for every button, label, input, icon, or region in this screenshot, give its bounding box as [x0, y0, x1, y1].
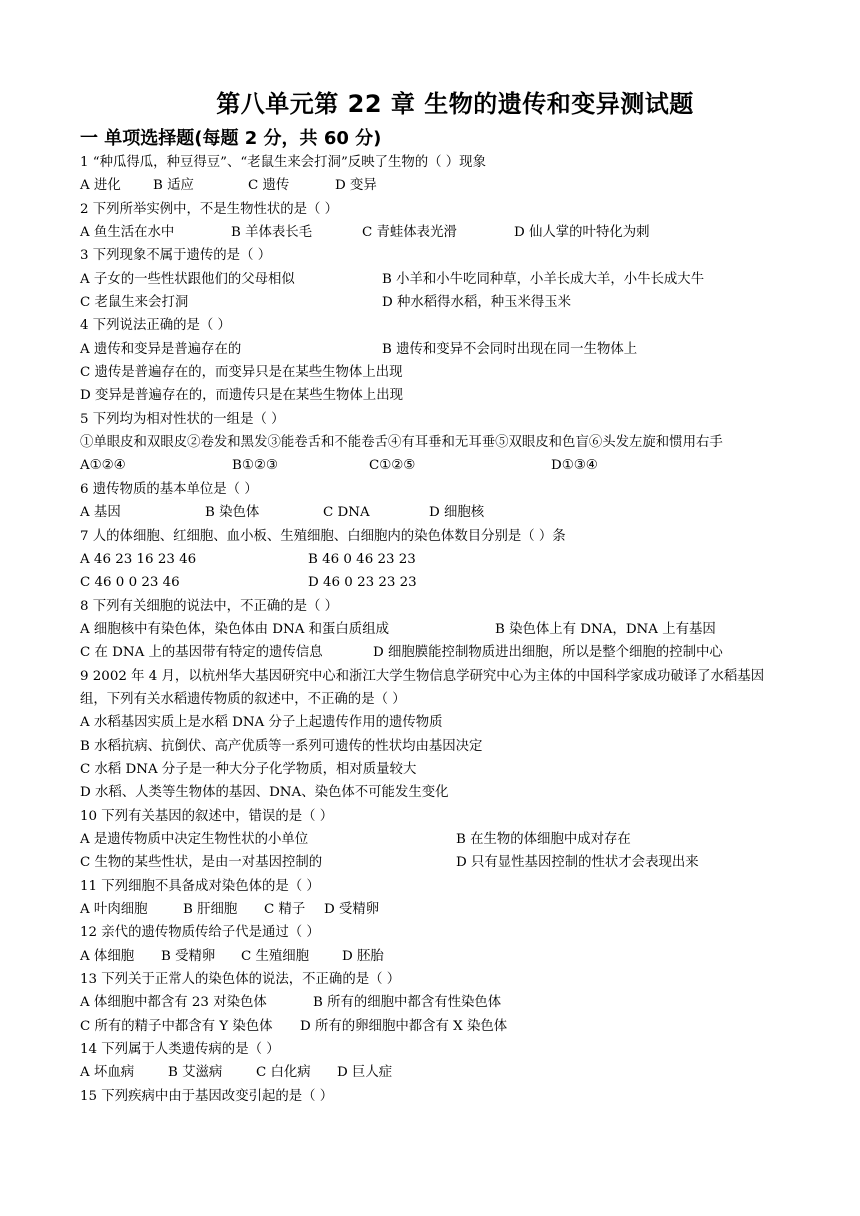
- question-4-option-c: C 遗传是普遍存在的，而变异只是在某些生物体上出现: [80, 365, 403, 381]
- question-4-stem: 4 下列说法正确的是（ ）: [80, 318, 231, 334]
- question-9-option-c: C 水稻 DNA 分子是一种大分子化学物质，相对质量较大: [80, 761, 417, 777]
- option-a: A 坏血病: [80, 1065, 135, 1081]
- option-c: C 遗传: [248, 178, 290, 194]
- option-d: D 只有显性基因控制的性状才会表现出来: [456, 855, 699, 871]
- option-a: A 是遗传物质中决定生物性状的小单位: [80, 831, 309, 847]
- option-b: B 小羊和小牛吃同种草，小羊长成大羊，小牛长成大牛: [382, 271, 705, 287]
- option-b: B 羊体表长毛: [231, 225, 313, 241]
- question-7-options-cd: [80, 571, 780, 594]
- option-b: B 在生物的体细胞中成对存在: [456, 831, 631, 847]
- option-a: A 子女的一些性状跟他们的父母相似: [80, 271, 295, 287]
- option-d: D 46 0 23 23 23: [308, 575, 417, 591]
- section-heading: 一 单项选择题(每题 2 分，共 60 分): [80, 128, 382, 149]
- option-a: A 叶肉细胞: [80, 902, 148, 917]
- option-c: C 生物的某些性状，是由一对基因控制的: [80, 855, 323, 871]
- question-10-options-cd: [80, 851, 780, 874]
- document-title: 第八单元第 22 章 生物的遗传和变异测试题: [216, 90, 694, 118]
- option-b: B 染色体上有 DNA，DNA 上有基因: [495, 621, 716, 637]
- question-12-stem: 12 亲代的遗传物质传给子代是通过（ ）: [80, 925, 320, 941]
- option-c: C 所有的精子中都含有 Y 染色体: [80, 1018, 273, 1034]
- option-d: D 种水稻得水稻，种玉米得玉米: [382, 295, 572, 311]
- question-14-stem: 14 下列属于人类遗传病的是（ ）: [80, 1042, 280, 1058]
- option-b: B 艾滋病: [168, 1065, 223, 1081]
- option-b: B 46 0 46 23 23: [308, 551, 416, 567]
- question-3-options-cd: [80, 291, 780, 314]
- question-5-options: [80, 454, 780, 477]
- question-8-stem: 8 下列有关细胞的说法中，不正确的是（ ）: [80, 598, 339, 614]
- option-c: C 在 DNA 上的基因带有特定的遗传信息: [80, 645, 323, 661]
- question-7-stem: 7 人的体细胞、红细胞、血小板、生殖细胞、白细胞内的染色体数目分别是（ ）条: [80, 528, 566, 544]
- option-d: D 受精卵: [324, 902, 380, 917]
- question-14-options: [80, 1061, 780, 1084]
- option-d: D 仙人掌的叶特化为刺: [514, 225, 650, 241]
- question-7-options-ab: [80, 548, 780, 571]
- question-9-option-d: D 水稻、人类等生物体的基因、DNA、染色体不可能发生变化: [80, 785, 449, 801]
- question-2-stem: 2 下列所举实例中，不是生物性状的是（ ）: [80, 201, 339, 217]
- option-b: B 肝细胞: [183, 902, 238, 917]
- option-c: C 精子: [264, 902, 306, 917]
- option-a: A 基因: [80, 505, 121, 521]
- question-8-options-cd: [80, 641, 780, 664]
- option-d: D 变异: [335, 178, 377, 194]
- question-4-option-d: D 变异是普遍存在的，而遗传只是在某些生物体上出现: [80, 388, 403, 404]
- option-b: B 受精卵: [161, 948, 216, 964]
- question-1-options: [80, 174, 780, 197]
- question-6-stem: 6 遗传物质的基本单位是（ ）: [80, 481, 258, 497]
- option-d: D①③④: [551, 458, 598, 474]
- option-d: D 细胞核: [429, 505, 485, 521]
- question-11-options: [80, 898, 780, 921]
- option-b: B 所有的细胞中都含有性染色体: [313, 995, 502, 1011]
- option-c: C 生殖细胞: [241, 948, 310, 964]
- question-6-options: [80, 501, 780, 524]
- question-5-stem-items: ①单眼皮和双眼皮②卷发和黑发③能卷舌和不能卷舌④有耳垂和无耳垂⑤双眼皮和色盲⑥头发左旋和惯用右手: [80, 435, 723, 451]
- option-d: D 细胞膜能控制物质进出细胞，所以是整个细胞的控制中心: [373, 645, 723, 661]
- option-a: A 体细胞中都含有 23 对染色体: [80, 995, 267, 1011]
- option-a: A 遗传和变异是普遍存在的: [80, 341, 242, 357]
- question-4-options-ab: [80, 338, 780, 361]
- option-c: C 青蛙体表光滑: [362, 225, 457, 241]
- option-a: A 46 23 16 23 46: [80, 551, 197, 567]
- option-a: A①②④: [80, 458, 126, 474]
- question-12-options: [80, 945, 780, 968]
- option-d: D 所有的卵细胞中都含有 X 染色体: [300, 1018, 508, 1034]
- option-a: A 鱼生活在水中: [80, 225, 175, 241]
- option-a: A 体细胞: [80, 948, 135, 964]
- option-b: B①②③: [232, 458, 278, 474]
- question-13-options-ab: [80, 991, 780, 1014]
- question-13-options-cd: [80, 1015, 780, 1038]
- option-b: B 遗传和变异不会同时出现在同一生物体上: [382, 341, 638, 357]
- option-c: C 46 0 0 23 46: [80, 575, 180, 591]
- option-b: B 染色体: [205, 505, 260, 521]
- option-c: C①②⑤: [369, 458, 416, 474]
- question-15-stem: 15 下列疾病中由于基因改变引起的是（ ）: [80, 1088, 334, 1104]
- question-8-options-ab: [80, 618, 780, 641]
- question-5-stem: 5 下列均为相对性状的一组是（ ）: [80, 411, 285, 427]
- option-a: A 细胞核中有染色体，染色体由 DNA 和蛋白质组成: [80, 621, 389, 637]
- question-3-stem: 3 下列现象不属于遗传的是（ ）: [80, 248, 272, 264]
- option-c: C 老鼠生来会打洞: [80, 295, 189, 311]
- question-2-options: [80, 221, 780, 244]
- option-b: B 适应: [153, 178, 194, 194]
- question-9-option-a: A 水稻基因实质上是水稻 DNA 分子上起遗传作用的遗传物质: [80, 715, 443, 731]
- question-9-stem: 9 2002 年 4 月，以杭州华大基因研究中心和浙江大学生物信息学研究中心为主体的中国科学家成功破译了水稻基因组，下列有关水稻遗传物质的叙述中，不正确的是（ ）: [80, 668, 765, 707]
- option-c: C DNA: [323, 505, 370, 521]
- option-d: D 巨人症: [337, 1065, 393, 1081]
- question-3-options-ab: [80, 268, 780, 291]
- question-10-options-ab: [80, 828, 780, 851]
- question-11-stem: 11 下列细胞不具备成对染色体的是（ ）: [80, 878, 320, 894]
- option-d: D 胚胎: [342, 948, 384, 964]
- question-10-stem: 10 下列有关基因的叙述中，错误的是（ ）: [80, 808, 334, 824]
- question-1-stem: 1 “种瓜得瓜，种豆得豆”、“老鼠生来会打洞”反映了生物的（ ）现象: [80, 155, 486, 170]
- question-9-option-b: B 水稻抗病、抗倒伏、高产优质等一系列可遗传的性状均由基因决定: [80, 738, 483, 754]
- option-a: A 进化: [80, 178, 121, 194]
- question-list: [80, 151, 780, 1108]
- option-c: C 白化病: [256, 1065, 311, 1081]
- question-13-stem: 13 下列关于正常人的染色体的说法，不正确的是（ ）: [80, 972, 401, 988]
